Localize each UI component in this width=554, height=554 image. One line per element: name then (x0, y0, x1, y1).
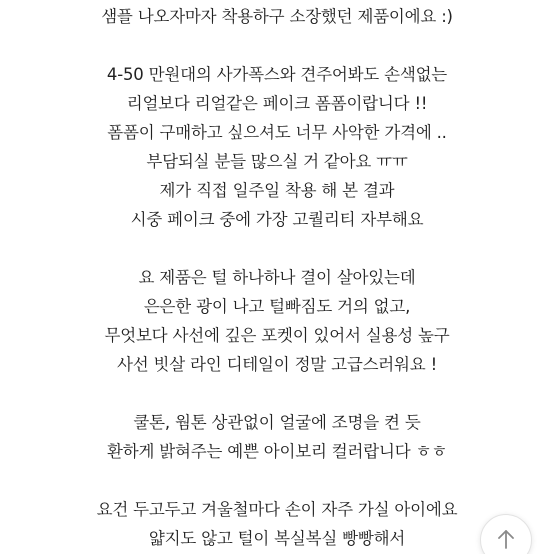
post-line: 사선 빗살 라인 디테일이 정말 고급스러워요 ! (117, 355, 437, 374)
post-line: 부담되실 분들 많으실 거 같아요 ㅠㅠ (146, 152, 408, 171)
post-line: 은은한 광이 나고 털빠짐도 거의 없고, (143, 297, 411, 316)
post-line: 환하게 밝혀주는 예쁜 아이보리 컬러랍니다 ㅎㅎ (106, 442, 447, 461)
post-line: 요건 두고두고 겨울철마다 손이 자주 가실 아이에요 (96, 500, 458, 519)
post-line: 시중 페이크 중에 가장 고퀄리티 자부해요 (130, 210, 424, 229)
post-line: 리얼보다 리얼같은 페이크 폼폼이랍니다 !! (126, 94, 428, 113)
post-line: 4-50 만원대의 사가폭스와 견주어봐도 손색없는 (106, 65, 448, 84)
post-line: 폼폼이 구매하고 싶으셔도 너무 사악한 가격에 .. (107, 123, 447, 142)
post-line: 쿨톤, 웜톤 상관없이 얼굴에 조명을 켠 듯 (133, 413, 421, 432)
arrow-up-icon (497, 515, 515, 554)
post-line: 무엇보다 사선에 깊은 포켓이 있어서 실용성 높구 (104, 326, 450, 345)
post-line: 요 제품은 털 하나하나 결이 살아있는데 (138, 268, 416, 287)
post-line: 샘플 나오자마자 착용하구 소장했던 제품이에요 :) (101, 7, 453, 26)
post-line: 제가 직접 일주일 착용 해 본 결과 (159, 181, 395, 200)
post-line: 얇지도 않고 털이 복실복실 빵빵해서 (148, 529, 406, 548)
